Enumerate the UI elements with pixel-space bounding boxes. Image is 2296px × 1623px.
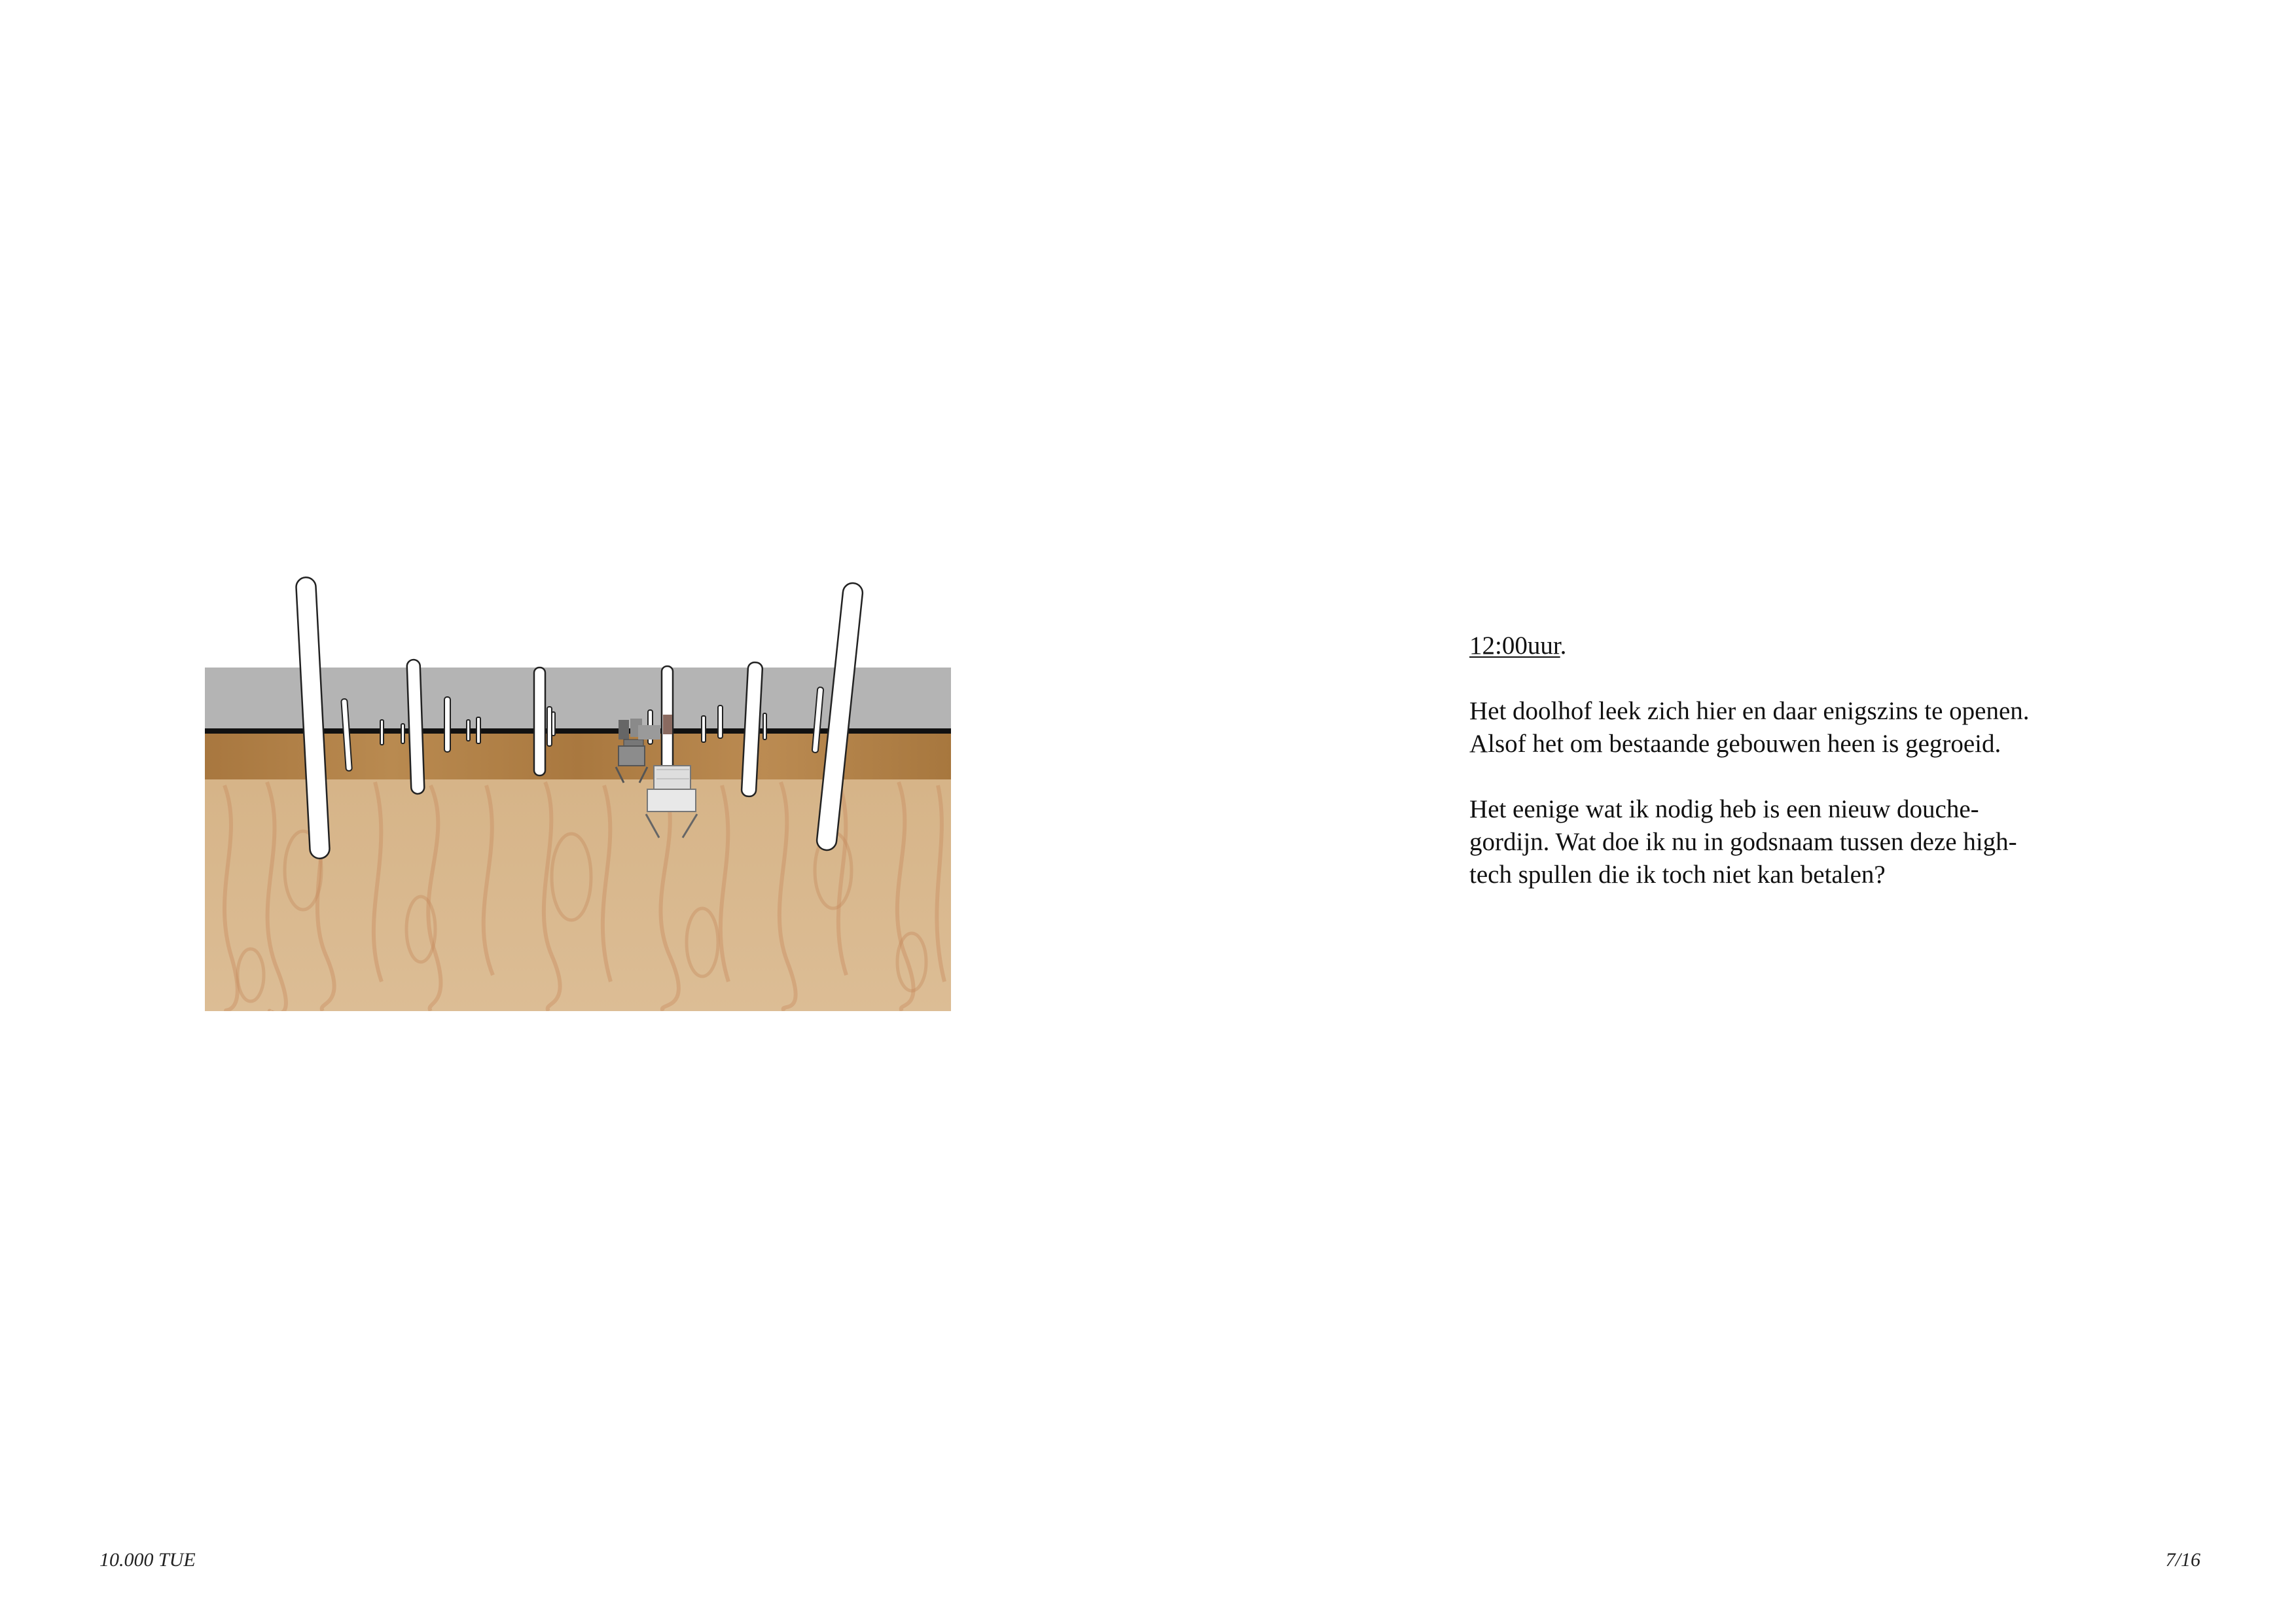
time-suffix: . xyxy=(1560,632,1567,660)
plywood-room-drawing xyxy=(205,563,951,1011)
paragraph-1: Het doolhof leek zich hier en daar enigszins te openen. Alsof het om bestaande gebouwen heen is gegroeid. xyxy=(1469,697,2030,758)
paragraph-2: Het eenige wat ik nodig heb is een nieuw douche-gordijn. Wat doe ik nu in godsnaam tussen deze high-tech spullen die ik toch niet kan betalen? xyxy=(1469,795,2017,889)
narrative-text xyxy=(1469,630,2058,924)
footer-title: 10.000 TUE xyxy=(99,1549,196,1571)
time-label: 12:00uur xyxy=(1469,632,1560,660)
page-number: 7/16 xyxy=(2165,1549,2200,1571)
plywood-room-illustration xyxy=(205,563,951,1011)
time-heading xyxy=(1469,630,2058,662)
